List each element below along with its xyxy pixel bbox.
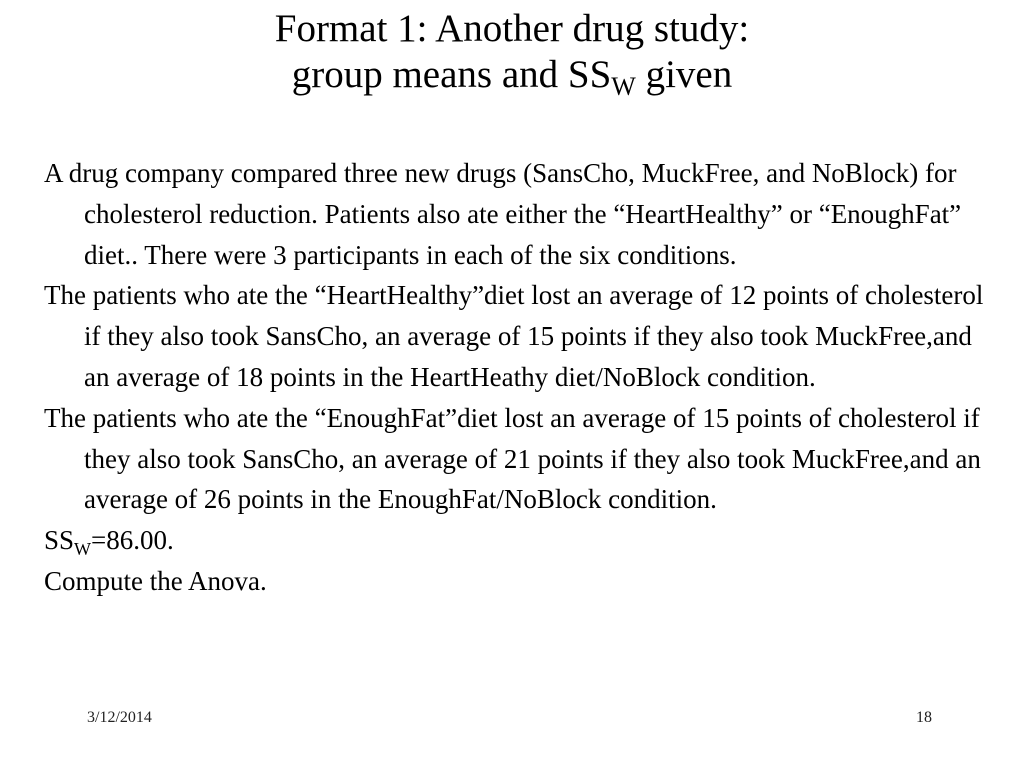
slide-body xyxy=(44,153,984,602)
paragraph-instruction: Compute the Anova. xyxy=(44,565,267,596)
title-line-2-suffix: given xyxy=(635,53,733,96)
paragraph-enoughfat: The patients who ate the “EnoughFat”diet lost an average of 15 points of cholesterol if they also took SansCho, an average of 21 points if they also took MuckFree,and an average of 26 points in the EnoughFat/NoBlock condition. xyxy=(44,402,981,515)
slide-title xyxy=(0,6,1024,101)
paragraph-hearthealthy: The patients who ate the “HeartHealthy”diet lost an average of 12 points of cholesterol if they also took SansCho, an average of 15 points if they also took MuckFree,and an average of 18 points in the HeartHeathy diet/NoBlock condition. xyxy=(44,280,984,392)
title-line-2 xyxy=(0,52,1024,101)
ssw-label: SS xyxy=(44,525,75,556)
paragraph-intro: A drug company compared three new drugs (SansCho, MuckFree, and NoBlock) for cholesterol reduction. Patients also ate either the “HeartHealthy” or “EnoughFat” diet.. There were 3 participants in each of the six conditions. xyxy=(44,158,962,270)
paragraph-ssw xyxy=(44,520,984,561)
title-subscript: W xyxy=(611,72,636,101)
footer-page-number: 18 xyxy=(916,709,932,726)
title-line-2-prefix: group means and SS xyxy=(291,53,612,96)
title-line-1: Format 1: Another drug study: xyxy=(274,7,750,50)
footer-date: 3/12/2014 xyxy=(87,709,152,726)
ssw-subscript: W xyxy=(74,539,92,560)
ssw-value: =86.00. xyxy=(91,525,174,556)
